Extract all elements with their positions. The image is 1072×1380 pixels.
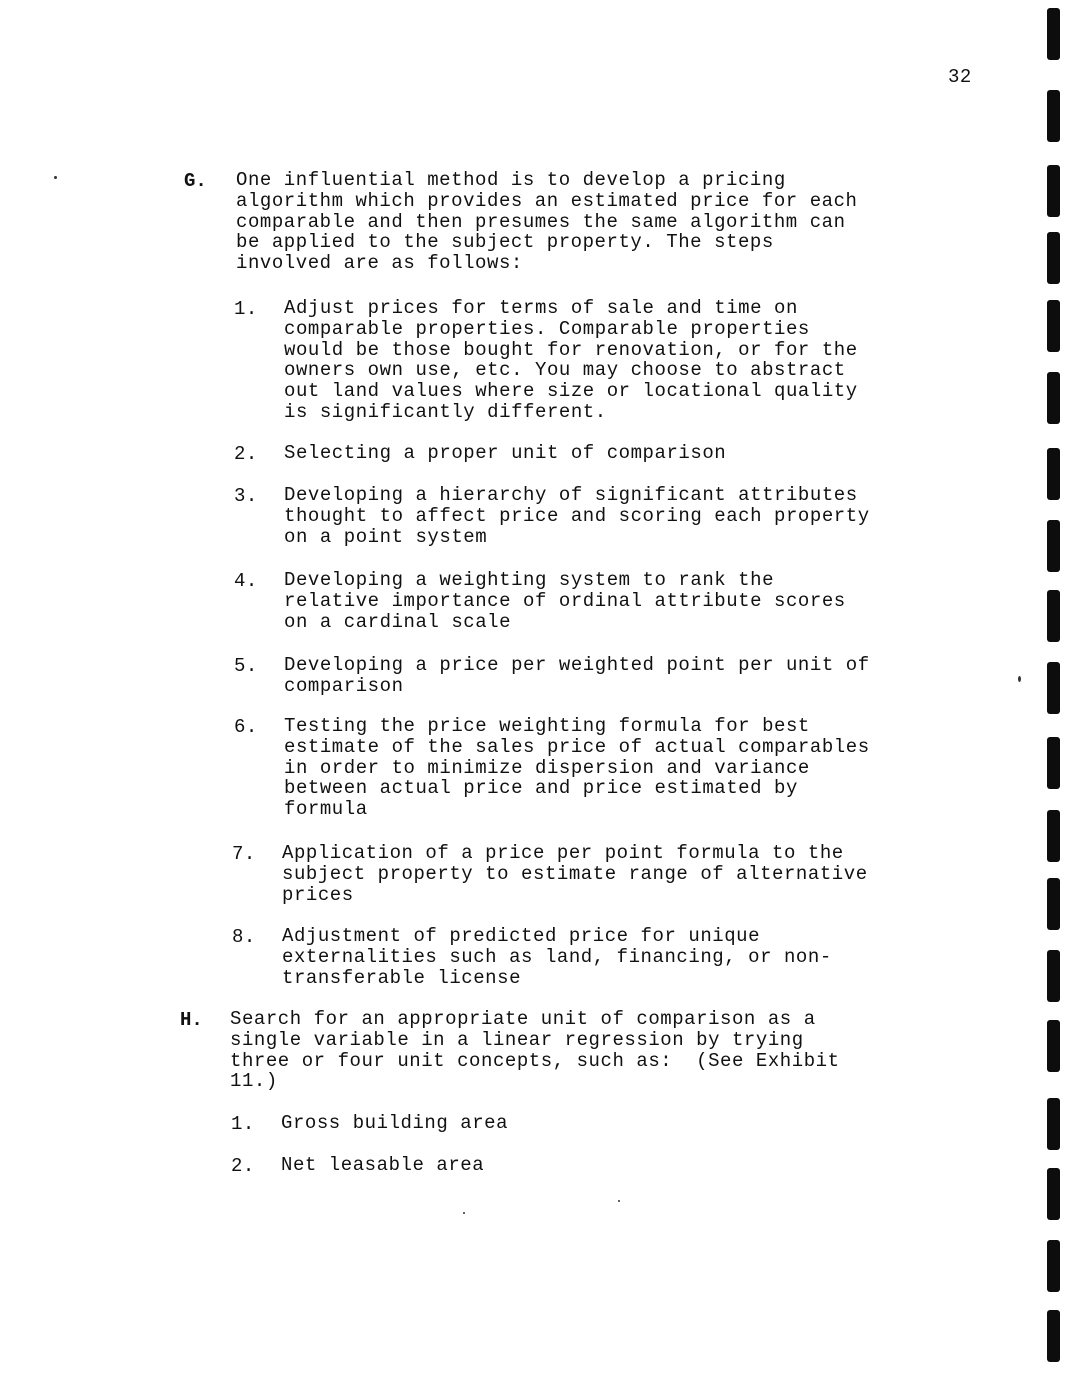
binding-mark bbox=[1047, 372, 1060, 424]
list-item-number: 3. bbox=[234, 485, 258, 507]
section-h-marker: H. bbox=[180, 1009, 203, 1031]
section-g-text: One influential method is to develop a pricing algorithm which provides an estimated price for each comparable and then presumes the same algorithm can be applied to the subject property. The steps involved are as follows: bbox=[236, 169, 858, 275]
list-item-number: 2. bbox=[234, 443, 258, 465]
binding-mark bbox=[1047, 810, 1060, 862]
list-item-text: Adjustment of predicted price for unique externalities such as land, financing, or non- transferable license bbox=[282, 925, 832, 989]
binding-mark bbox=[1047, 300, 1060, 352]
list-item-text: Developing a price per weighted point per unit of comparison bbox=[284, 654, 870, 697]
binding-mark bbox=[1047, 232, 1060, 284]
list-item-text: Selecting a proper unit of comparison bbox=[284, 442, 727, 464]
scan-speck bbox=[618, 1200, 620, 1202]
list-item-number: 6. bbox=[234, 716, 258, 738]
section-h-text: Search for an appropriate unit of comparison as a single variable in a linear regression by trying three or four unit concepts, such as: (See Exhibit 11.) bbox=[230, 1008, 840, 1093]
binding-mark bbox=[1047, 950, 1060, 1002]
scan-speck bbox=[54, 176, 57, 179]
binding-mark bbox=[1047, 590, 1060, 642]
binding-mark bbox=[1047, 448, 1060, 500]
list-item-text: Adjust prices for terms of sale and time on comparable properties. Comparable properties would be those bought for renovation, or for the owners own use, etc. You may choose to abstract out land values where size or locational quality is significantly different. bbox=[284, 297, 858, 423]
binding-mark bbox=[1047, 1168, 1060, 1220]
binding-mark bbox=[1047, 662, 1060, 714]
binding-mark bbox=[1047, 737, 1060, 789]
binding-mark bbox=[1047, 878, 1060, 930]
list-item-number: 5. bbox=[234, 655, 258, 677]
list-item-text: Testing the price weighting formula for best estimate of the sales price of actual comparables in order to minimize dispersion and variance between actual price and price estimated by formula bbox=[284, 715, 870, 821]
list-item-number: 4. bbox=[234, 570, 258, 592]
list-item-text: Developing a hierarchy of significant attributes thought to affect price and scoring each property on a point system bbox=[284, 484, 870, 548]
list-item-text: Net leasable area bbox=[281, 1154, 485, 1176]
list-item-text: Gross building area bbox=[281, 1112, 509, 1134]
binding-mark bbox=[1047, 1098, 1060, 1150]
binding-mark bbox=[1047, 165, 1060, 217]
list-item-number: 1. bbox=[231, 1113, 255, 1135]
list-item-number: 1. bbox=[234, 298, 258, 320]
section-g-marker: G. bbox=[184, 170, 207, 192]
binding-mark bbox=[1047, 90, 1060, 142]
binding-mark bbox=[1047, 8, 1060, 60]
list-item-text: Application of a price per point formula to the subject property to estimate range of alternative prices bbox=[282, 842, 868, 906]
list-item-number: 8. bbox=[232, 926, 256, 948]
page-number: 32 bbox=[948, 66, 972, 88]
scan-speck bbox=[1018, 676, 1021, 682]
binding-mark bbox=[1047, 1020, 1060, 1072]
list-item-number: 2. bbox=[231, 1155, 255, 1177]
list-item-number: 7. bbox=[232, 843, 256, 865]
scan-speck bbox=[463, 1212, 465, 1214]
binding-mark bbox=[1047, 1310, 1060, 1362]
binding-mark bbox=[1047, 1240, 1060, 1292]
binding-mark bbox=[1047, 520, 1060, 572]
list-item-text: Developing a weighting system to rank the relative importance of ordinal attribute scores on a cardinal scale bbox=[284, 569, 846, 633]
